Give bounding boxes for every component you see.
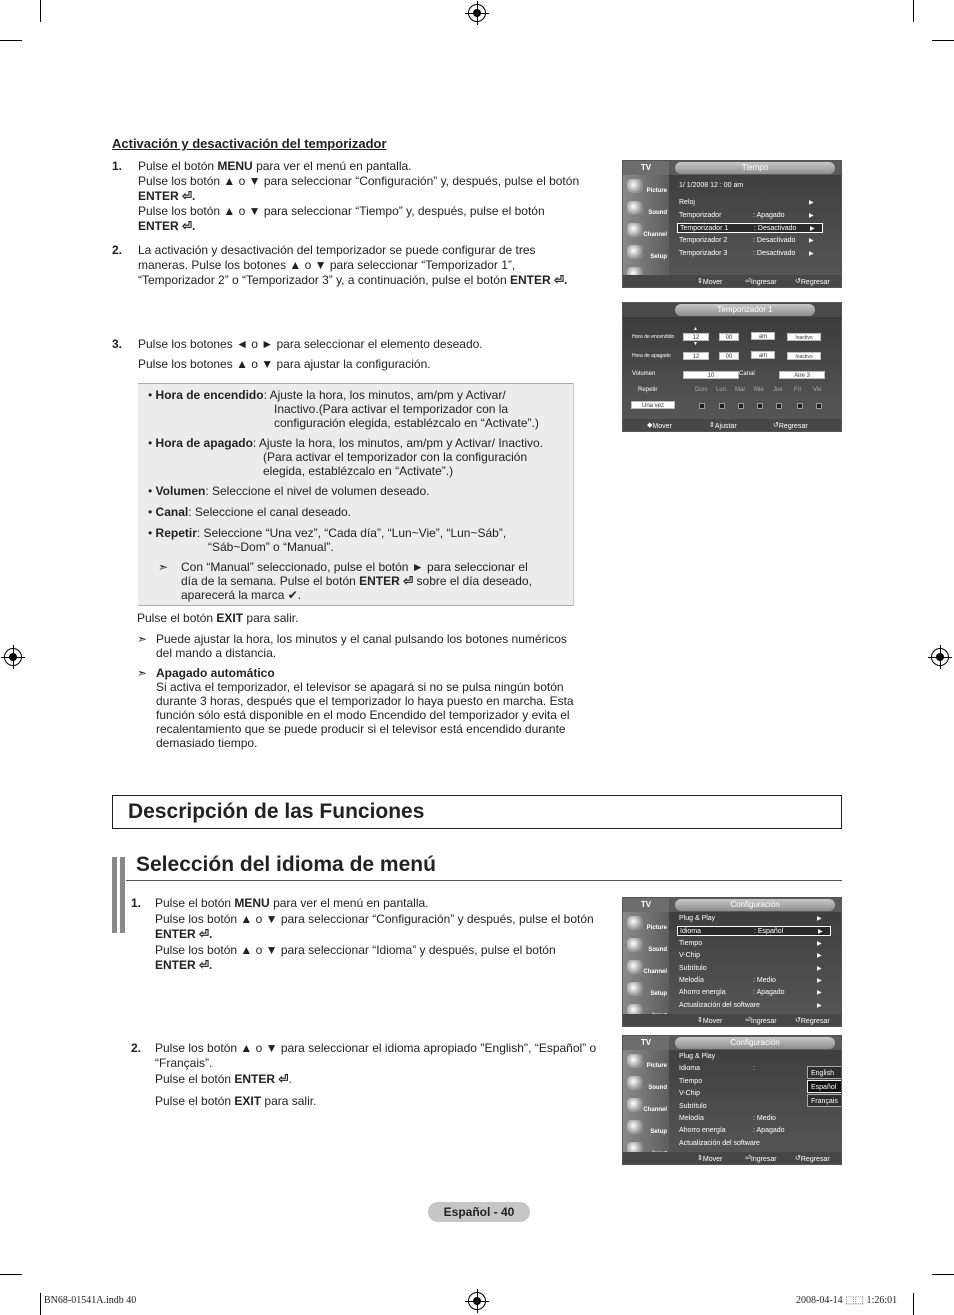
sound-icon xyxy=(627,201,643,215)
side-item-setup: Setup xyxy=(623,1118,669,1140)
on-min-field: 00 xyxy=(719,333,739,341)
osd-title: Tiempo xyxy=(675,162,835,174)
chapter-heading xyxy=(112,795,842,829)
info-item-hora-encendido: • Hora de encendido: Ajuste la hora, los minutos, am/pm y Activar/ Inactivo.(Para activar el temporizador con la configuración elegida, establézcalo en “Activate”.) xyxy=(148,388,539,430)
off-state-field: Inactivo xyxy=(787,352,821,360)
crop-mark xyxy=(932,40,954,41)
channel-icon xyxy=(627,223,643,237)
osd-row: Temporizador 2 : Desactivado ▶ xyxy=(679,237,814,244)
step-text: Pulse el botón MENU para ver el menú en pantalla. Pulse los botón ▲ o ▼ para seleccionar “Configuración” y después, pulse el botón ENTER ⏎. Pulse los botón ▲ o ▼ para seleccionar “Idioma” y después, pulse el botón ENTER ⏎. xyxy=(155,896,594,972)
crop-mark xyxy=(932,1274,954,1275)
osd-tv-label: TV xyxy=(623,161,669,175)
tv-osd-idioma xyxy=(622,1035,842,1165)
osd-row-selected: Temporizador 1 : Desactivado ▶ xyxy=(677,223,823,233)
step-number: 2. xyxy=(131,1041,142,1055)
side-item-setup: Setup xyxy=(623,980,669,1002)
registration-mark-icon xyxy=(4,648,22,666)
osd-row: Plug & Play xyxy=(679,1053,716,1060)
registration-mark-icon xyxy=(468,1292,486,1310)
day-checkbox xyxy=(816,403,822,409)
info-item-hora-apagado: • Hora de apagado: Ajuste la hora, los minutos, am/pm y Activar/ Inactivo. (Para activar el temporizador con la configuración elegida, establézcalo en “Activate”.) xyxy=(148,436,544,478)
osd-tv-label: TV xyxy=(623,1036,669,1050)
note-arrow-icon: ➣ xyxy=(158,560,169,574)
off-min-field: 00 xyxy=(719,352,739,360)
side-item-channel: Channel xyxy=(623,958,669,980)
day-label: Vie xyxy=(813,387,822,393)
channel-icon xyxy=(627,960,643,974)
osd-row: Temporizador 3 : Desactivado ▶ xyxy=(679,250,814,257)
osd-side-menu xyxy=(623,1050,669,1152)
channel-icon xyxy=(627,1098,643,1112)
crop-mark xyxy=(913,1293,914,1315)
tv-osd-configuracion xyxy=(622,897,842,1027)
off-ampm-field: am xyxy=(751,351,775,359)
up-arrow-icon: ▲ xyxy=(693,326,698,332)
setup-icon xyxy=(627,982,643,996)
info-item-volumen: • Volumen: Seleccione el nivel de volumen deseado. xyxy=(148,484,430,498)
note-auto-off: Apagado automático Si activa el temporizador, el televisor se apagará si no se pulsa ningún botón durante 3 horas, después que el temporizador lo haya puesto en marcha. Esta función sólo está disponible en el modo Encendido del temporizador y evita el recalentamiento que se puede producir si el televisor está encendido durante demasiado tiempo. xyxy=(156,666,574,750)
repeat-label: Repetir xyxy=(638,387,658,393)
osd-row: Actualización del software ▶ xyxy=(679,1002,822,1009)
language-option-francais: Français xyxy=(807,1094,842,1107)
footer-timestamp: 2008-04-14 ⬚⬚ 1:26:01 xyxy=(796,1295,898,1306)
on-ampm-field: am xyxy=(751,332,775,340)
step-text: Pulse los botón ▲ o ▼ para seleccionar el idioma apropiado "English", “Español” o “Français”. Pulse el botón ENTER ⏎. Pulse el botón EXIT para salir. xyxy=(155,1041,597,1108)
osd-side-menu xyxy=(623,175,669,275)
osd-row: Reloj ▶ xyxy=(679,199,814,206)
osd-row: Melodía : Medio xyxy=(679,1115,776,1122)
note-arrow-icon: ➣ xyxy=(137,632,148,646)
osd-title: Configuración xyxy=(675,1037,835,1049)
day-checkbox xyxy=(776,403,782,409)
osd-row: V-Chip ▶ xyxy=(679,952,822,959)
exit-instruction: Pulse el botón EXIT para salir. xyxy=(137,611,299,625)
section-heading: Selección del idioma de menú xyxy=(136,853,436,876)
osd-main xyxy=(669,175,841,275)
crop-mark xyxy=(40,1293,41,1315)
heading-accent-bar xyxy=(120,857,125,933)
crop-mark xyxy=(40,0,41,22)
picture-icon xyxy=(627,179,643,193)
osd-row: Subtítulo ▶ xyxy=(679,965,822,972)
day-checkbox xyxy=(757,403,763,409)
osd-row: Plug & Play ▶ xyxy=(679,915,822,922)
repeat-field: Una vez xyxy=(631,401,675,409)
side-item-sound: Sound xyxy=(623,1074,669,1096)
day-label: Dom xyxy=(695,387,708,393)
registration-mark-icon xyxy=(931,648,949,666)
osd-row: Ahorro energía : Apagado xyxy=(679,1127,785,1134)
step-text: La activación y desactivación del temporizador se puede configurar de tres maneras. Pulse los botones ▲ o ▼ para seleccionar “Temporizador 1”, “Temporizador 2” o “Temporizador 3” y, a continuación, pulse el botón ENTER ⏎. xyxy=(138,243,568,287)
day-checkbox xyxy=(719,403,725,409)
manual-note: Con “Manual” seleccionado, pulse el botón ► para seleccionar el día de la semana. Pulse el botón ENTER ⏎ sobre el día deseado, aparecerá la marca ✔. xyxy=(181,560,532,602)
setup-icon xyxy=(627,245,643,259)
picture-icon xyxy=(627,1054,643,1068)
osd-bottom-bar: ⇕ Mover ⏎ Ingresar ↺ Regresar xyxy=(623,275,841,287)
volume-label: Volumen xyxy=(632,371,656,377)
osd-row: Tiempo xyxy=(679,1078,703,1085)
side-item-picture: Picture xyxy=(623,1052,669,1074)
osd-main xyxy=(669,912,841,1014)
off-time-label: Hora de apagado xyxy=(632,353,671,359)
step-number: 2. xyxy=(112,243,123,257)
chapter-title: Descripción de las Funciones xyxy=(128,800,425,823)
day-checkbox xyxy=(797,403,803,409)
osd-row-selected: Idioma : Español ▶ xyxy=(677,926,831,936)
step-number: 1. xyxy=(131,896,142,910)
osd-title: Temporizador 1 xyxy=(675,304,815,316)
osd-row: Melodía : Medio ▶ xyxy=(679,977,822,984)
info-item-repetir: • Repetir: Seleccione “Una vez”, “Cada día”, “Lun~Vie”, “Lun~Sáb”, “Sáb~Dom” o “Manual”. xyxy=(148,526,507,554)
step-text: Pulse el botón MENU para ver el menú en pantalla. Pulse los botón ▲ o ▼ para seleccionar “Configuración” y, después, pulse el botón ENTER ⏎. Pulse los botón ▲ o ▼ para seleccionar “Tiempo” y, después, pulse el botón ENTER ⏎. xyxy=(138,159,580,233)
language-option-espanol: Español xyxy=(807,1080,842,1093)
picture-icon xyxy=(627,916,643,930)
registration-mark-icon xyxy=(468,4,486,22)
section-title: Activación y desactivación del temporizador xyxy=(112,136,387,151)
side-item-channel: Channel xyxy=(623,221,669,243)
tv-osd-temporizador xyxy=(622,302,842,432)
canal-label: Canal xyxy=(739,371,755,377)
setup-icon xyxy=(627,1120,643,1134)
osd-row: Ahorro energía : Apagado ▶ xyxy=(679,989,822,996)
language-option-english: English xyxy=(807,1066,842,1079)
info-item-canal: • Canal: Seleccione el canal deseado. xyxy=(148,505,352,519)
day-label: Fri xyxy=(794,387,801,393)
day-label: Mié xyxy=(754,387,764,393)
side-item-sound: Sound xyxy=(623,199,669,221)
page-number-badge: Español - 40 xyxy=(428,1202,530,1222)
heading-accent-bar xyxy=(112,857,117,933)
side-item-sound: Sound xyxy=(623,936,669,958)
crop-mark xyxy=(913,0,914,22)
on-time-label: Hora de encendido xyxy=(632,334,675,340)
footer-file-info: BN68-01541A.indb 40 xyxy=(44,1295,137,1306)
osd-date: 1/ 1/2008 12 : 00 am xyxy=(679,182,744,189)
osd-main xyxy=(623,317,841,419)
crop-mark xyxy=(0,40,22,41)
sound-icon xyxy=(627,938,643,952)
day-checkbox xyxy=(738,403,744,409)
volume-field: 10 xyxy=(683,371,739,379)
osd-row: Subtítulo xyxy=(679,1103,707,1110)
on-state-field: Inactivo xyxy=(787,333,821,341)
osd-title: Configuración xyxy=(675,899,835,911)
day-label: Mar xyxy=(735,387,746,393)
step-number: 1. xyxy=(112,159,123,173)
osd-row: Actualización del software xyxy=(679,1140,760,1147)
osd-row: Temporizador : Apagado ▶ xyxy=(679,212,814,219)
heading-underline xyxy=(126,880,842,881)
osd-main xyxy=(669,1050,841,1152)
osd-side-menu xyxy=(623,912,669,1014)
side-item-setup: Setup xyxy=(623,243,669,265)
osd-row: Idioma : xyxy=(679,1065,755,1072)
side-item-picture: Picture xyxy=(623,177,669,199)
note-arrow-icon: ➣ xyxy=(137,666,148,680)
osd-bottom-bar: ◆ Mover ⇕ Ajustar ↺ Regresar xyxy=(623,419,841,431)
step-text: Pulse los botones ◄ o ► para seleccionar el elemento deseado. Pulse los botones ▲ o ▼ para ajustar la configuración. xyxy=(138,337,483,371)
day-label: Jue xyxy=(773,387,783,393)
canal-field: Aire 3 xyxy=(779,371,825,379)
side-item-channel: Channel xyxy=(623,1096,669,1118)
tv-osd-tiempo xyxy=(622,160,842,288)
side-item-picture: Picture xyxy=(623,914,669,936)
day-label: Lun xyxy=(716,387,727,393)
osd-row: Tiempo ▶ xyxy=(679,940,822,947)
osd-row: V-Chip xyxy=(679,1090,701,1097)
day-checkbox xyxy=(699,403,705,409)
note-numeric-buttons: Puede ajustar la hora, los minutos y el canal pulsando los botones numéricos del mando a distancia. xyxy=(156,632,567,660)
osd-bottom-bar: ⇕ Mover ⏎ Ingresar ↺ Regresar xyxy=(623,1152,841,1164)
off-hour-field: 12 xyxy=(683,352,709,360)
sound-icon xyxy=(627,1076,643,1090)
down-arrow-icon: ▼ xyxy=(693,341,698,347)
osd-tv-label: TV xyxy=(623,898,669,912)
on-hour-field: 12 xyxy=(683,333,709,341)
step-number: 3. xyxy=(112,337,123,351)
crop-mark xyxy=(0,1274,22,1275)
osd-bottom-bar: ⇕ Mover ⏎ Ingresar ↺ Regresar xyxy=(623,1014,841,1026)
